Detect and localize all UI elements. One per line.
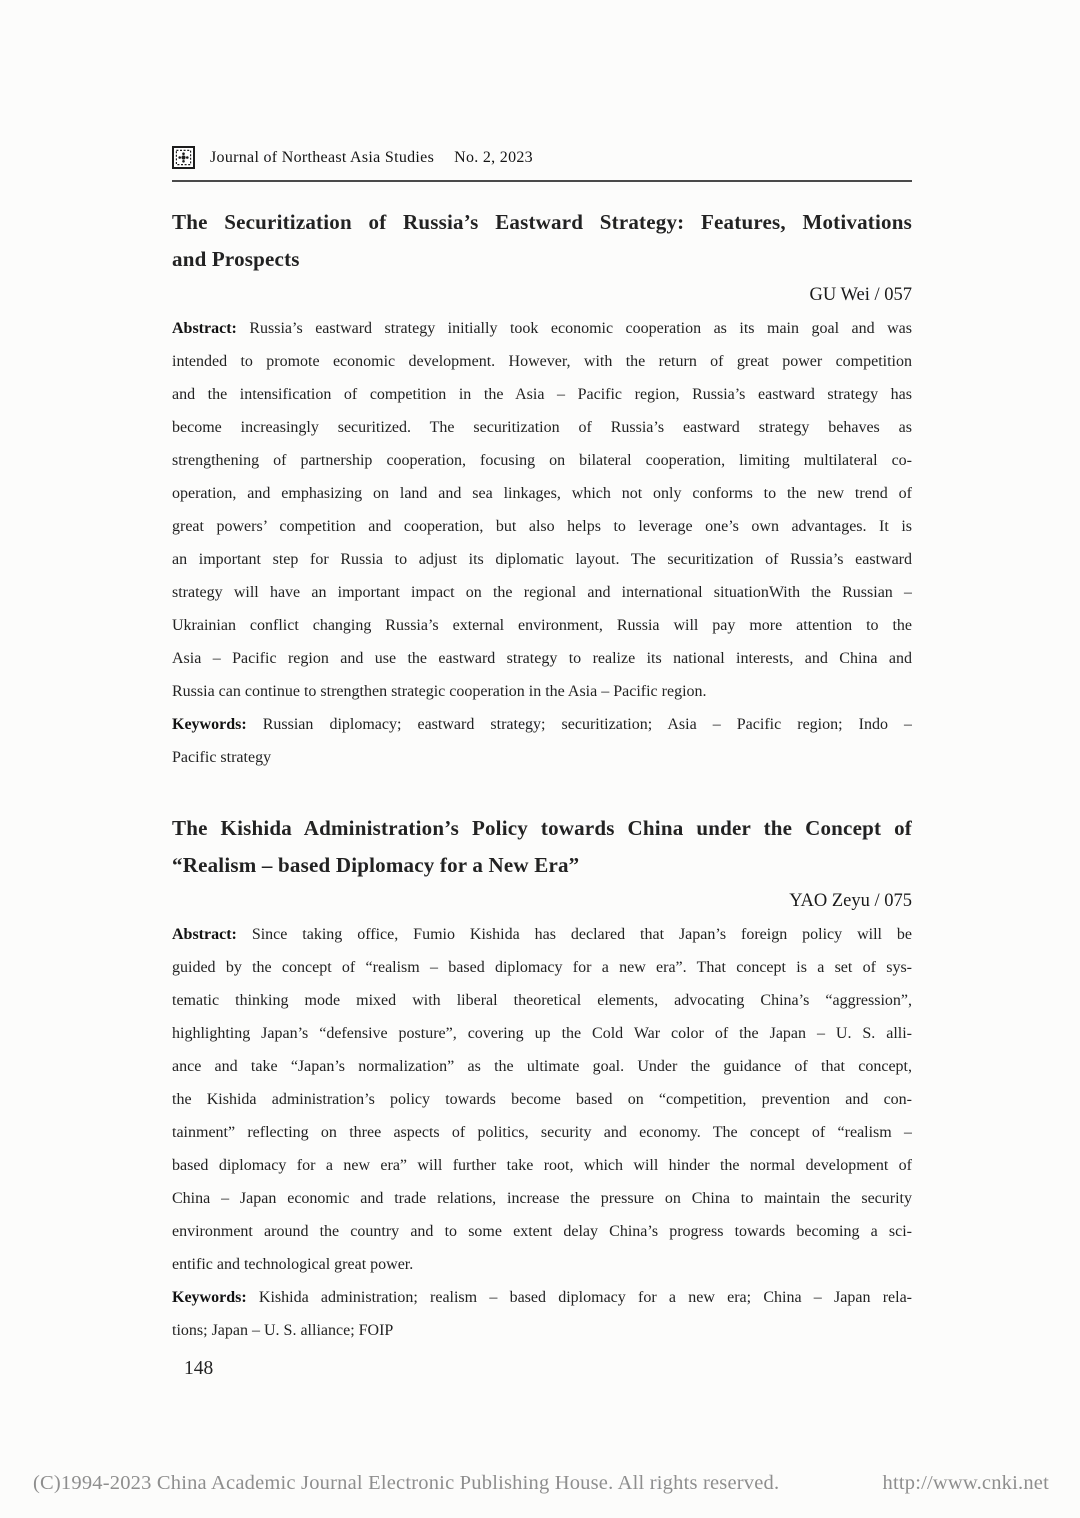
line-label: Abstract: [172, 320, 250, 337]
text-line: intended to promote economic development. However, with the return of great power competition [172, 353, 912, 370]
journal-issue: No. 2, 2023 [454, 148, 533, 166]
text-line: entific and technological great power. [172, 1256, 414, 1273]
article-abstract [172, 312, 912, 708]
copyright-text: (C)1994-2023 China Academic Journal Electronic Publishing House. All rights reserved. [33, 1472, 780, 1494]
text-line: strengthening of partnership cooperation, focusing on bilateral cooperation, limiting multilateral co- [172, 452, 912, 469]
line-label: Abstract: [172, 926, 252, 943]
text-line: China – Japan economic and trade relations, increase the pressure on China to maintain the security [172, 1190, 912, 1207]
line-label: Keywords: [172, 716, 263, 733]
text-line: tions; Japan – U. S. alliance; FOIP [172, 1322, 394, 1339]
article-keywords [172, 708, 912, 774]
text-line: Abstract: Russia’s eastward strategy initially took economic cooperation as its main goal and was [172, 320, 912, 337]
page-content [172, 146, 912, 1347]
journal-seal-icon [172, 146, 195, 169]
article-author-page-ref: GU Wei / 057 [809, 285, 912, 305]
text-line: operation, and emphasizing on land and sea linkages, which not only conforms to the new trend of [172, 485, 912, 502]
text-line: ance and take “Japan’s normalization” as the ultimate goal. Under the guidance of that concept, [172, 1058, 912, 1075]
text-line: highlighting Japan’s “defensive posture”, covering up the Cold War color of the Japan – U. S. alli- [172, 1025, 912, 1042]
text-line: Russia can continue to strengthen strategic cooperation in the Asia – Pacific region. [172, 683, 707, 700]
text-line: The Kishida Administration’s Policy towards China under the Concept of [172, 816, 912, 840]
article-title [172, 204, 912, 278]
journal-header [172, 146, 912, 169]
text-line: tematic thinking mode mixed with liberal theoretical elements, advocating China’s “aggression”, [172, 992, 912, 1009]
article-entry-2 [172, 810, 912, 1347]
text-line: Ukrainian conflict changing Russia’s external environment, Russia will pay more attention to the [172, 617, 912, 634]
text-line: Pacific strategy [172, 749, 272, 766]
text-line: and the intensification of competition in the Asia – Pacific region, Russia’s eastward strategy has [172, 386, 912, 403]
text-line: environment around the country and to some extent delay China’s progress towards becoming a sci- [172, 1223, 912, 1240]
journal-name: Journal of Northeast Asia Studies [210, 148, 435, 166]
article-title [172, 810, 912, 884]
text-line: based diplomacy for a new era” will further take root, which will hinder the normal development of [172, 1157, 912, 1174]
text-line: an important step for Russia to adjust its diplomatic layout. The securitization of Russia’s eastward [172, 551, 912, 568]
cnki-url: http://www.cnki.net [882, 1472, 1049, 1494]
text-line: The Securitization of Russia’s Eastward Strategy: Features, Motivations [172, 210, 912, 234]
text-line: become increasingly securitized. The securitization of Russia’s eastward strategy behaves as [172, 419, 912, 436]
text-line: the Kishida administration’s policy towards become based on “competition, prevention and con- [172, 1091, 912, 1108]
text-line: “Realism – based Diplomacy for a New Era” [172, 853, 580, 877]
line-label: Keywords: [172, 1289, 259, 1306]
text-line: guided by the concept of “realism – based diplomacy for a new era”. That concept is a set of sys- [172, 959, 912, 976]
copyright-footer [33, 1472, 1049, 1495]
article-entry-1 [172, 204, 912, 774]
text-line: Asia – Pacific region and use the eastward strategy to realize its national interests, and China and [172, 650, 912, 667]
text-line: Keywords: Kishida administration; realism – based diplomacy for a new era; China – Japan rela- [172, 1289, 912, 1306]
article-abstract [172, 918, 912, 1281]
header-divider [172, 180, 912, 182]
text-line: great powers’ competition and cooperation, but also helps to leverage one’s own advantages. It is [172, 518, 912, 535]
text-line: Keywords: Russian diplomacy; eastward strategy; securitization; Asia – Pacific region; Indo – [172, 716, 912, 733]
text-line: tainment” reflecting on three aspects of politics, security and economy. The concept of “realism – [172, 1124, 912, 1141]
text-line: strategy will have an important impact on the regional and international situationWith the Russian – [172, 584, 912, 601]
text-line: and Prospects [172, 247, 300, 271]
text-line: Abstract: Since taking office, Fumio Kishida has declared that Japan’s foreign policy will be [172, 926, 912, 943]
page-number: 148 [184, 1358, 214, 1379]
article-keywords [172, 1281, 912, 1347]
article-author-page-ref: YAO Zeyu / 075 [789, 891, 912, 911]
